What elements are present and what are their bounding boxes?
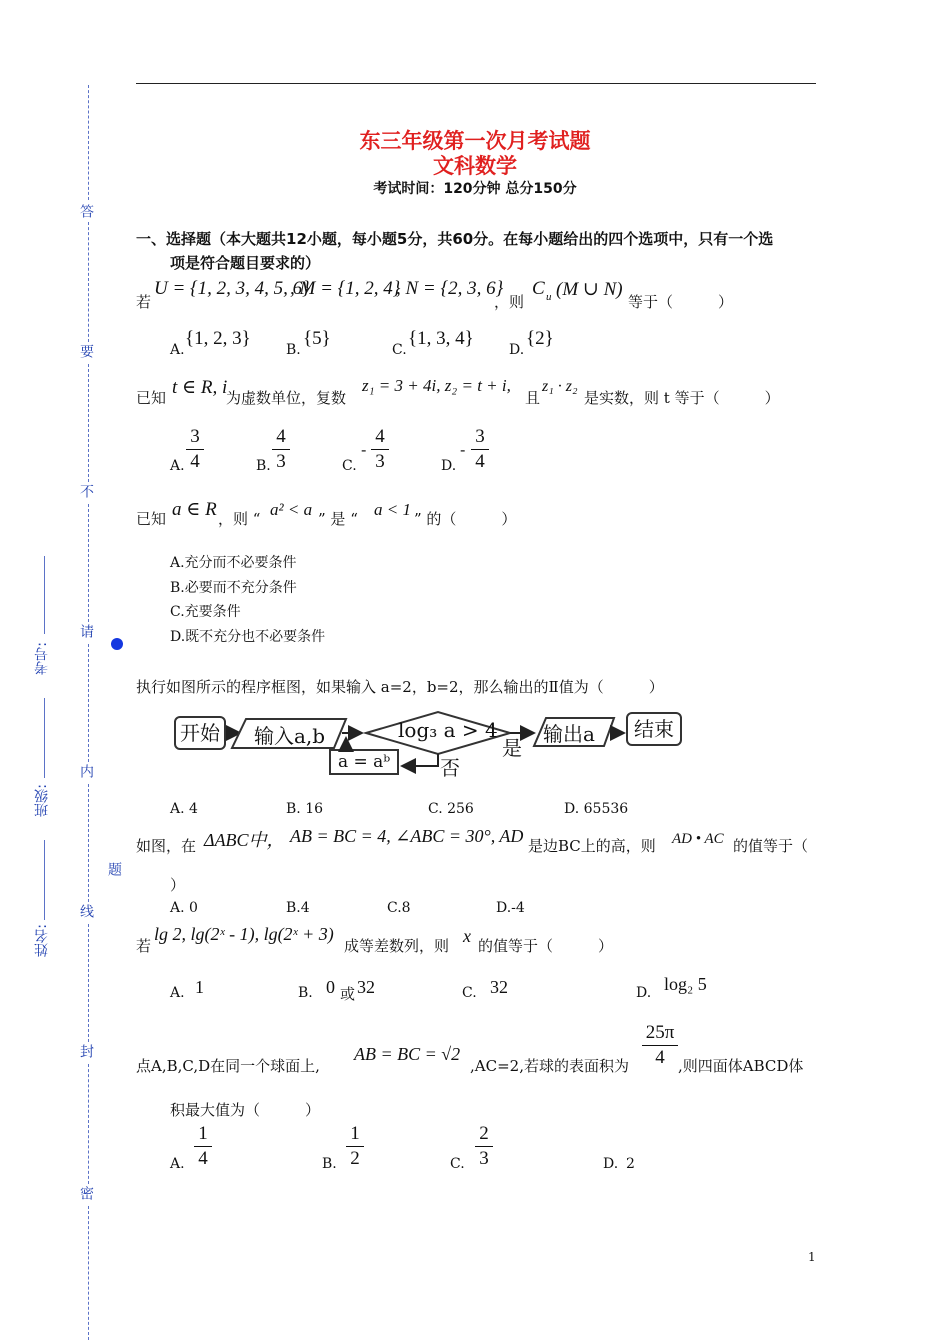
q3-option-c: C.充要条件	[170, 604, 241, 620]
binding-dashed-line	[88, 924, 89, 1042]
flow-start: 开始	[174, 716, 226, 750]
q7-option-b-label: B.	[322, 1156, 337, 1172]
binding-dashed-line	[88, 504, 89, 622]
q2-expr3: z₁ · z₂	[542, 378, 578, 395]
q5-suffix: 的值等于（	[733, 837, 809, 855]
q2-option-d-fraction: 3 4	[471, 426, 489, 473]
q5-prefix: 如图，在	[136, 837, 197, 855]
q3-option-d: D.既不充分也不必要条件	[170, 629, 326, 645]
q5-option-c: C.8	[387, 900, 411, 916]
q4-text: 执行如图所示的程序框图，如果输入 a=2，b=2，那么输出的Ⅱ值为（ ）	[136, 678, 664, 696]
q4-option-d: D. 65536	[564, 801, 629, 817]
q5-triangle: ΔABC中，	[204, 830, 285, 850]
binding-dashed-line	[88, 222, 89, 342]
q1-option-c: {1, 3, 4}	[408, 328, 474, 349]
id-label: 考号:	[34, 642, 50, 675]
q1-then: ，则	[494, 293, 525, 311]
binding-dashed-line	[88, 644, 89, 762]
q2-suffix: 是实数，则 t 等于（ ）	[584, 389, 780, 407]
name-label: 姓名:	[34, 924, 50, 957]
q2-option-c-fraction: 4 3	[371, 426, 389, 473]
binding-char: 封	[78, 1044, 94, 1058]
q1-option-a: {1, 2, 3}	[185, 328, 251, 349]
q1-complement-sub: u	[546, 291, 552, 303]
q3-expr2: a² < a	[270, 500, 313, 519]
exam-subtitle: 文科数学	[433, 154, 517, 178]
q4-option-a: A. 4	[170, 801, 198, 817]
class-label: 班级:	[34, 784, 50, 817]
binding-dashed-line	[88, 1206, 89, 1340]
class-underline	[44, 698, 45, 778]
q5-option-d: D.-4	[496, 900, 525, 916]
section-heading-cont: 项是符合题目要求的）	[170, 254, 321, 272]
exam-title: 东三年级第一次月考试题	[359, 129, 591, 153]
q7-option-c-fraction: 2 3	[475, 1123, 493, 1170]
q7-line2: 积最大值为（ ）	[170, 1101, 321, 1119]
q1-option-d-label: D.	[509, 342, 525, 358]
binding-char: 线	[78, 904, 94, 918]
q6-option-b-or: 或	[340, 985, 356, 1003]
q2-option-c-sign: -	[361, 440, 367, 459]
q2-option-d-sign: -	[460, 440, 466, 459]
q2-expr1: t ∈ R, i	[172, 377, 228, 398]
q2-option-a-fraction: 3 4	[186, 426, 204, 473]
q1-union: (M ∪ N)	[556, 279, 623, 300]
q4-option-b: B. 16	[286, 801, 324, 817]
q2-option-a-label: A.	[170, 458, 185, 474]
q2-mid: 为虚数单位，复数	[226, 389, 347, 407]
q7-option-b-fraction: 1 2	[346, 1123, 364, 1170]
flow-end: 结束	[626, 712, 682, 746]
id-underline	[44, 556, 45, 634]
q6-option-c-label: C.	[462, 985, 477, 1001]
q6-expr: lg 2, lg(2ˣ - 1), lg(2ˣ + 3)	[154, 924, 334, 944]
q2-option-c-label: C.	[342, 458, 357, 474]
q1-set-u: U = {1, 2, 3, 4, 5, 6}	[154, 278, 310, 299]
q1-set-m: , M = {1, 2, 4}	[290, 278, 401, 299]
q2-option-d-label: D.	[441, 458, 457, 474]
q5-option-b: B.4	[286, 900, 310, 916]
q7-option-d-label: D.	[603, 1156, 619, 1172]
q3-expr1: a ∈ R	[172, 499, 217, 520]
flow-no-arrow	[402, 754, 438, 766]
flow-no-label: 否	[440, 756, 460, 780]
q3-expr3: a < 1	[374, 500, 411, 519]
q1-option-b-label: B.	[286, 342, 301, 358]
flow-input-label: 输入a,b	[254, 724, 326, 748]
binding-hole-dot	[111, 638, 123, 650]
binding-char: 答	[78, 204, 94, 218]
q7-surface-fraction: 25π 4	[642, 1022, 678, 1069]
q6-option-a: 1	[195, 977, 204, 997]
q6-option-b-second: 32	[357, 977, 375, 997]
q6-var: x	[463, 926, 471, 946]
q4-option-c: C. 256	[428, 801, 474, 817]
q3-mid2: ” 是 “	[318, 510, 358, 528]
q3-suffix: ” 的（ ）	[414, 510, 517, 528]
q1-option-b: {5}	[303, 328, 331, 349]
flow-yes-label: 是	[502, 736, 522, 760]
q1-suffix: 等于（ ）	[628, 293, 734, 311]
q3-option-b: B.必要而不充分条件	[170, 580, 297, 596]
flow-assign-label: a = aᵇ	[338, 752, 391, 772]
q7-option-c-label: C.	[450, 1156, 465, 1172]
q7-prefix: 点A,B,C,D在同一个球面上,	[136, 1057, 320, 1075]
q5-dot-product: AD • AC	[672, 831, 724, 847]
flow-output-label: 输出a	[543, 722, 595, 746]
binding-char: 要	[78, 344, 94, 358]
q6-option-a-label: A.	[170, 985, 185, 1001]
q2-option-b-label: B.	[256, 458, 271, 474]
top-rule	[136, 83, 816, 84]
q6-suffix: 的值等于（ ）	[478, 937, 614, 955]
binding-char: 请	[78, 624, 94, 638]
q2-prefix: 已知	[136, 389, 167, 407]
q2-option-b-fraction: 4 3	[272, 426, 290, 473]
q5-close: ）	[170, 876, 186, 894]
q2-mid2: 且	[525, 389, 541, 407]
binding-dashed-line	[88, 364, 89, 482]
q7-option-a-fraction: 1 4	[194, 1123, 212, 1170]
q6-option-b: 0	[326, 977, 335, 997]
q1-set-n: , N = {2, 3, 6}	[396, 278, 504, 299]
q6-option-d: log₂ 5	[664, 974, 707, 994]
section-heading: 一、选择题（本大题共12小题，每小题5分，共60分。在每小题给出的四个选项中，只有一个选	[136, 230, 774, 248]
q5-mid: 是边BC上的高，则	[528, 837, 656, 855]
q7-mid: ,AC=2,若球的表面积为	[470, 1057, 629, 1075]
q6-mid: 成等差数列，则	[344, 937, 450, 955]
binding-dashed-line	[88, 1064, 89, 1184]
q2-expr2: z₁ = 3 + 4i, z₂ = t + i,	[362, 376, 511, 395]
q6-option-c: 32	[490, 977, 508, 997]
q1-option-c-label: C.	[392, 342, 407, 358]
q7-option-d: 2	[626, 1156, 635, 1172]
binding-dashed-line	[88, 784, 89, 902]
binding-char: 不	[78, 484, 94, 498]
q3-prefix: 已知	[136, 510, 167, 528]
q7-suffix: ,则四面体ABCD体	[678, 1057, 804, 1075]
binding-char: 密	[78, 1186, 94, 1200]
binding-inner-char: 题	[106, 862, 122, 876]
q1-option-a-label: A.	[170, 342, 185, 358]
q1-option-d: {2}	[526, 328, 554, 349]
exam-info: 考试时间：120分钟 总分150分	[373, 181, 577, 197]
q1-prefix: 若	[136, 293, 152, 311]
q6-prefix: 若	[136, 937, 152, 955]
q6-option-d-label: D.	[636, 985, 652, 1001]
name-underline	[44, 840, 45, 920]
q6-option-b-label: B.	[298, 985, 313, 1001]
q7-expr: AB = BC = √2	[354, 1044, 461, 1064]
flow-condition-label: log₃ a > 4	[398, 718, 498, 742]
q1-complement: C	[532, 278, 545, 299]
q7-option-a-label: A.	[170, 1156, 185, 1172]
q5-option-a: A. 0	[170, 900, 198, 916]
q5-expr: AB = BC = 4, ∠ABC = 30°, AD	[290, 826, 524, 846]
q3-option-a: A.充分而不必要条件	[170, 555, 297, 571]
page-number: 1	[808, 1250, 816, 1264]
q3-mid1: ，则 “	[218, 510, 261, 528]
binding-char: 内	[78, 764, 94, 778]
